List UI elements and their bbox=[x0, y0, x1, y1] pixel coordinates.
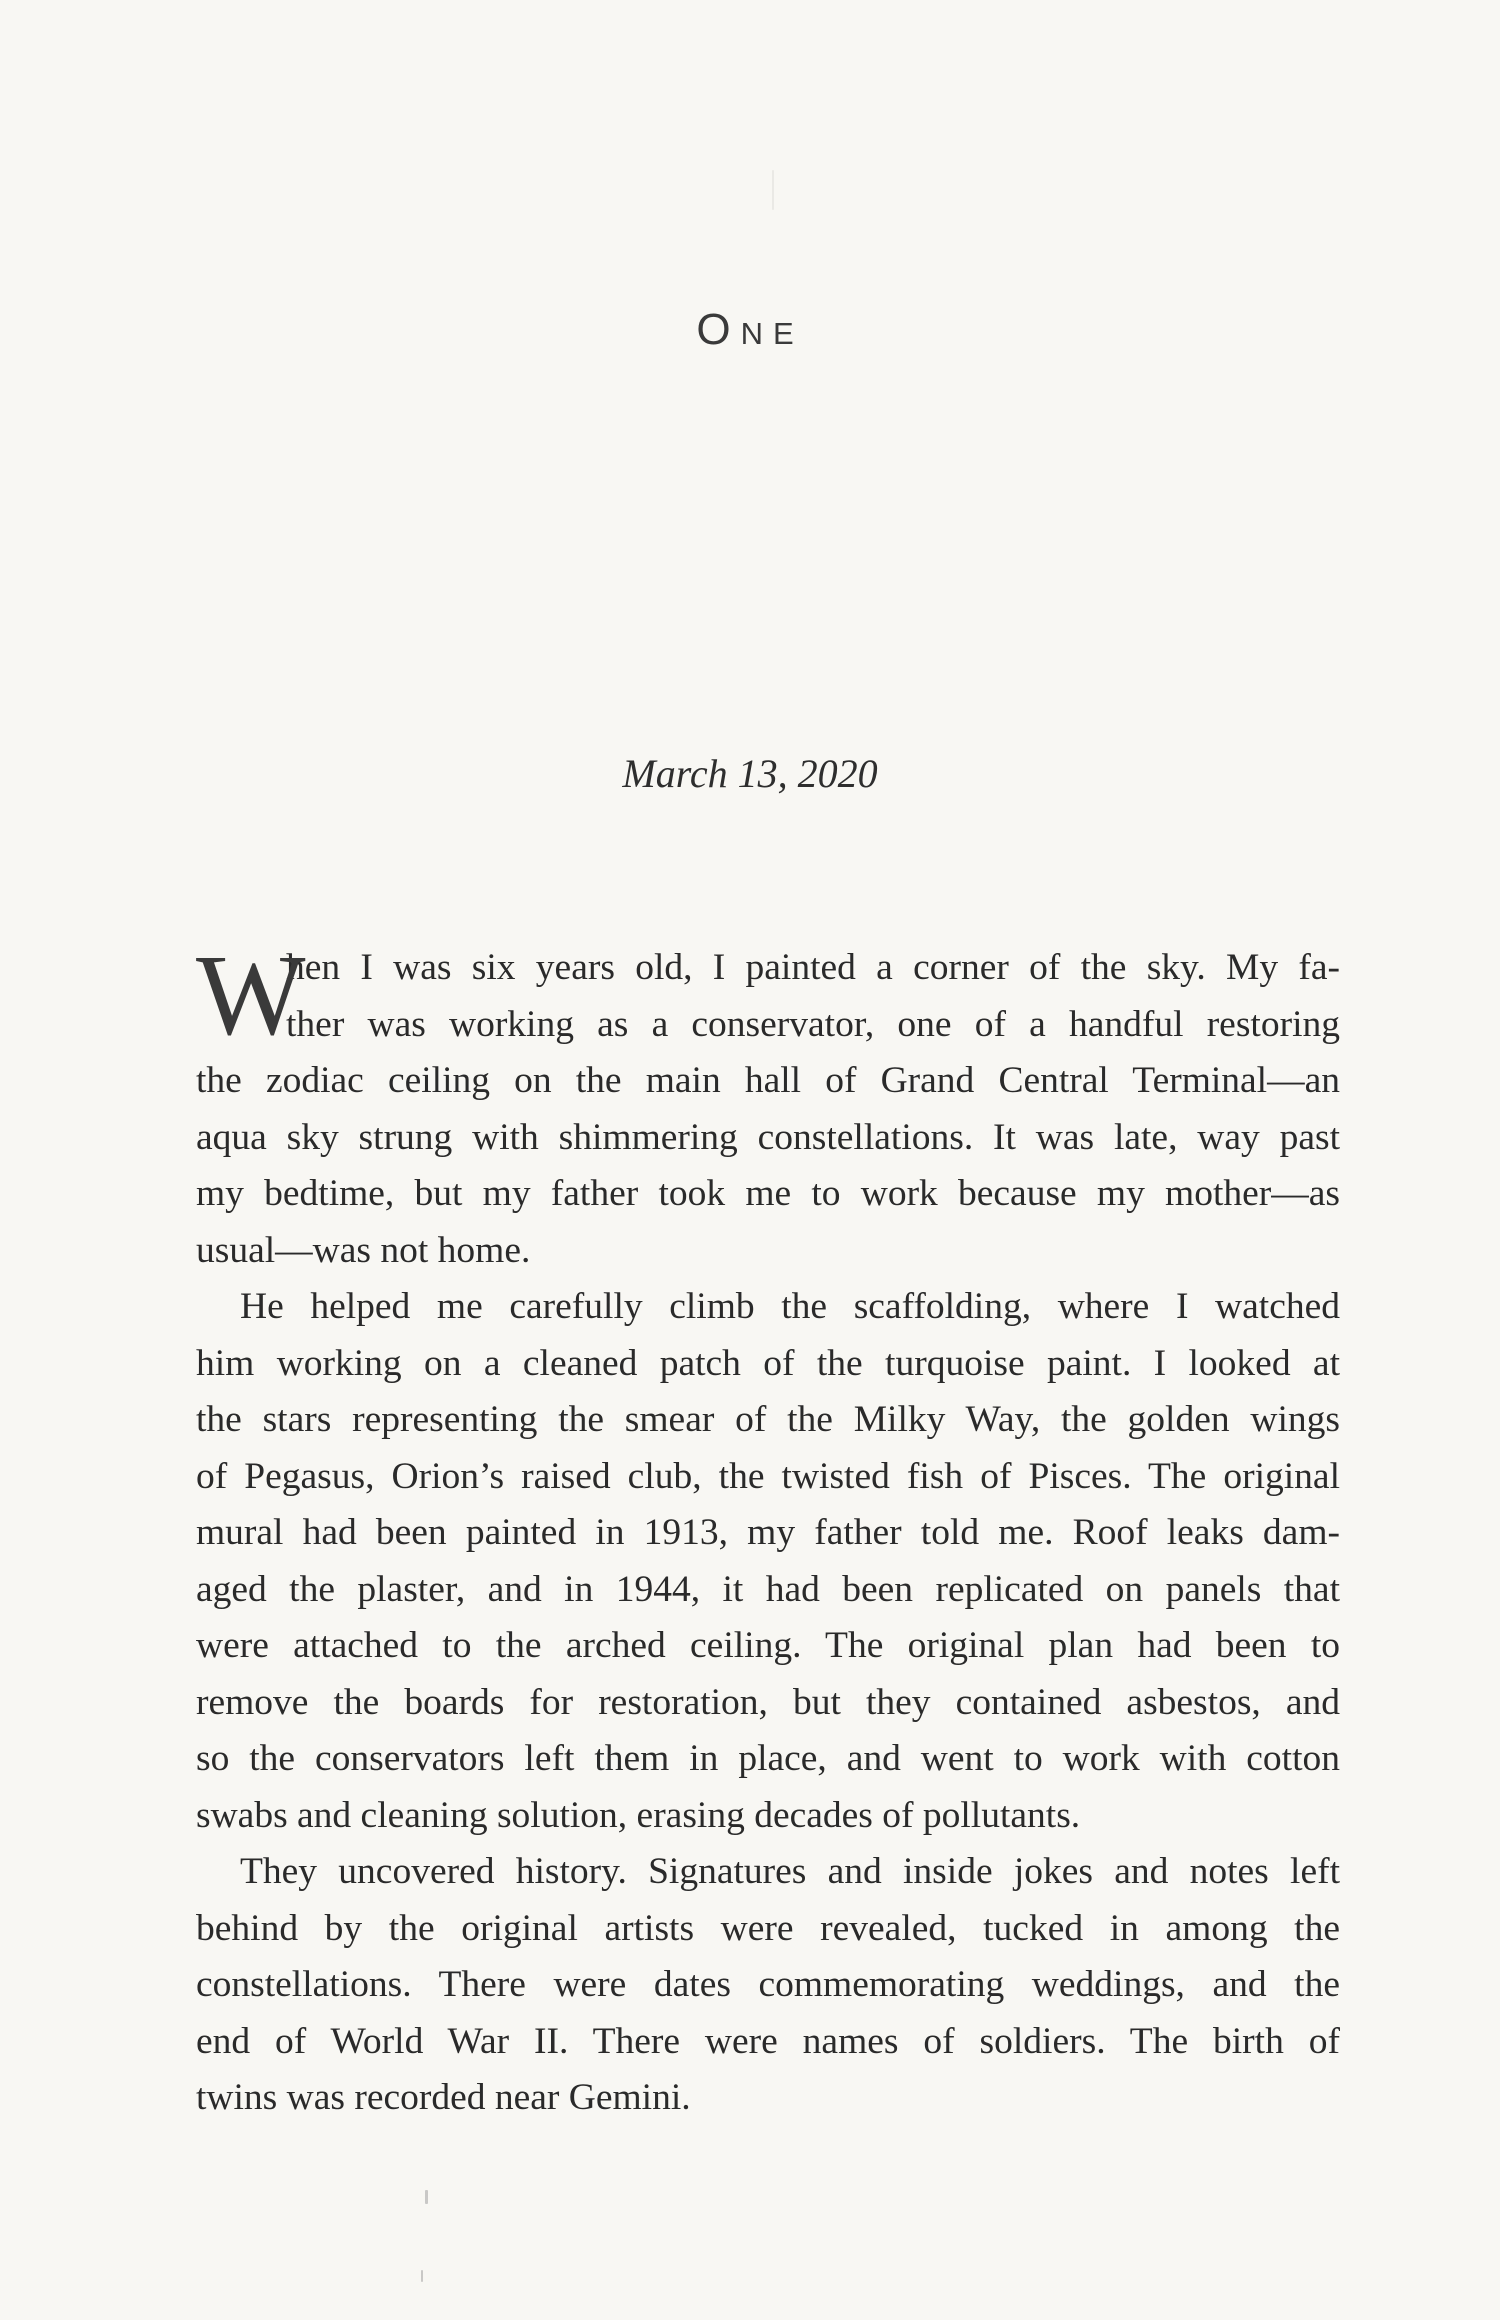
text-line: swabs and cleaning solution, erasing decades of pollutants. bbox=[196, 1794, 1081, 1836]
paragraph-1 bbox=[196, 932, 1340, 1279]
text-line: usual—was not home. bbox=[196, 1229, 531, 1271]
drop-cap: W bbox=[196, 932, 306, 1060]
text-line: aqua sky strung with shimmering constellations. It was late, way past bbox=[196, 1116, 1340, 1158]
text-line: ther was working as a conservator, one of a handful restoring bbox=[286, 1003, 1340, 1045]
text-line: the stars representing the smear of the Milky Way, the golden wings bbox=[196, 1399, 1340, 1440]
scan-speck bbox=[425, 2190, 428, 2204]
chapter-title: One bbox=[696, 305, 804, 354]
text-line: my bedtime, but my father took me to work because my mother—as bbox=[196, 1173, 1340, 1214]
text-line: were attached to the arched ceiling. The original plan had been to bbox=[196, 1625, 1340, 1666]
body-text bbox=[196, 932, 1340, 2127]
text-line: behind by the original artists were revealed, tucked in among the bbox=[196, 1907, 1340, 1949]
paragraph-3 bbox=[196, 1844, 1340, 2127]
scan-speck bbox=[772, 170, 774, 210]
text-line: He helped me carefully climb the scaffolding, where I watched bbox=[240, 1286, 1340, 1327]
scan-speck bbox=[421, 2270, 423, 2282]
text-line: him working on a cleaned patch of the turquoise paint. I looked at bbox=[196, 1342, 1340, 1384]
text-line: remove the boards for restoration, but they contained asbestos, and bbox=[196, 1681, 1340, 1723]
chapter-date: March 13, 2020 bbox=[622, 751, 878, 796]
text-line: of Pegasus, Orion’s raised club, the twisted fish of Pisces. The original bbox=[196, 1455, 1340, 1497]
text-line: mural had been painted in 1913, my father told me. Roof leaks dam- bbox=[196, 1512, 1340, 1553]
text-line: end of World War II. There were names of soldiers. The birth of bbox=[196, 2020, 1340, 2062]
paragraph-2 bbox=[196, 1279, 1340, 1844]
text-line: constellations. There were dates commemorating weddings, and the bbox=[196, 1964, 1340, 2005]
text-line: the zodiac ceiling on the main hall of Grand Central Terminal—an bbox=[196, 1060, 1340, 1101]
text-line: hen I was six years old, I painted a corner of the sky. My fa- bbox=[286, 947, 1340, 988]
text-line: so the conservators left them in place, and went to work with cotton bbox=[196, 1738, 1340, 1779]
text-line: twins was recorded near Gemini. bbox=[196, 2077, 691, 2118]
text-line: They uncovered history. Signatures and inside jokes and notes left bbox=[240, 1851, 1340, 1892]
text-line: aged the plaster, and in 1944, it had been replicated on panels that bbox=[196, 1568, 1340, 1610]
